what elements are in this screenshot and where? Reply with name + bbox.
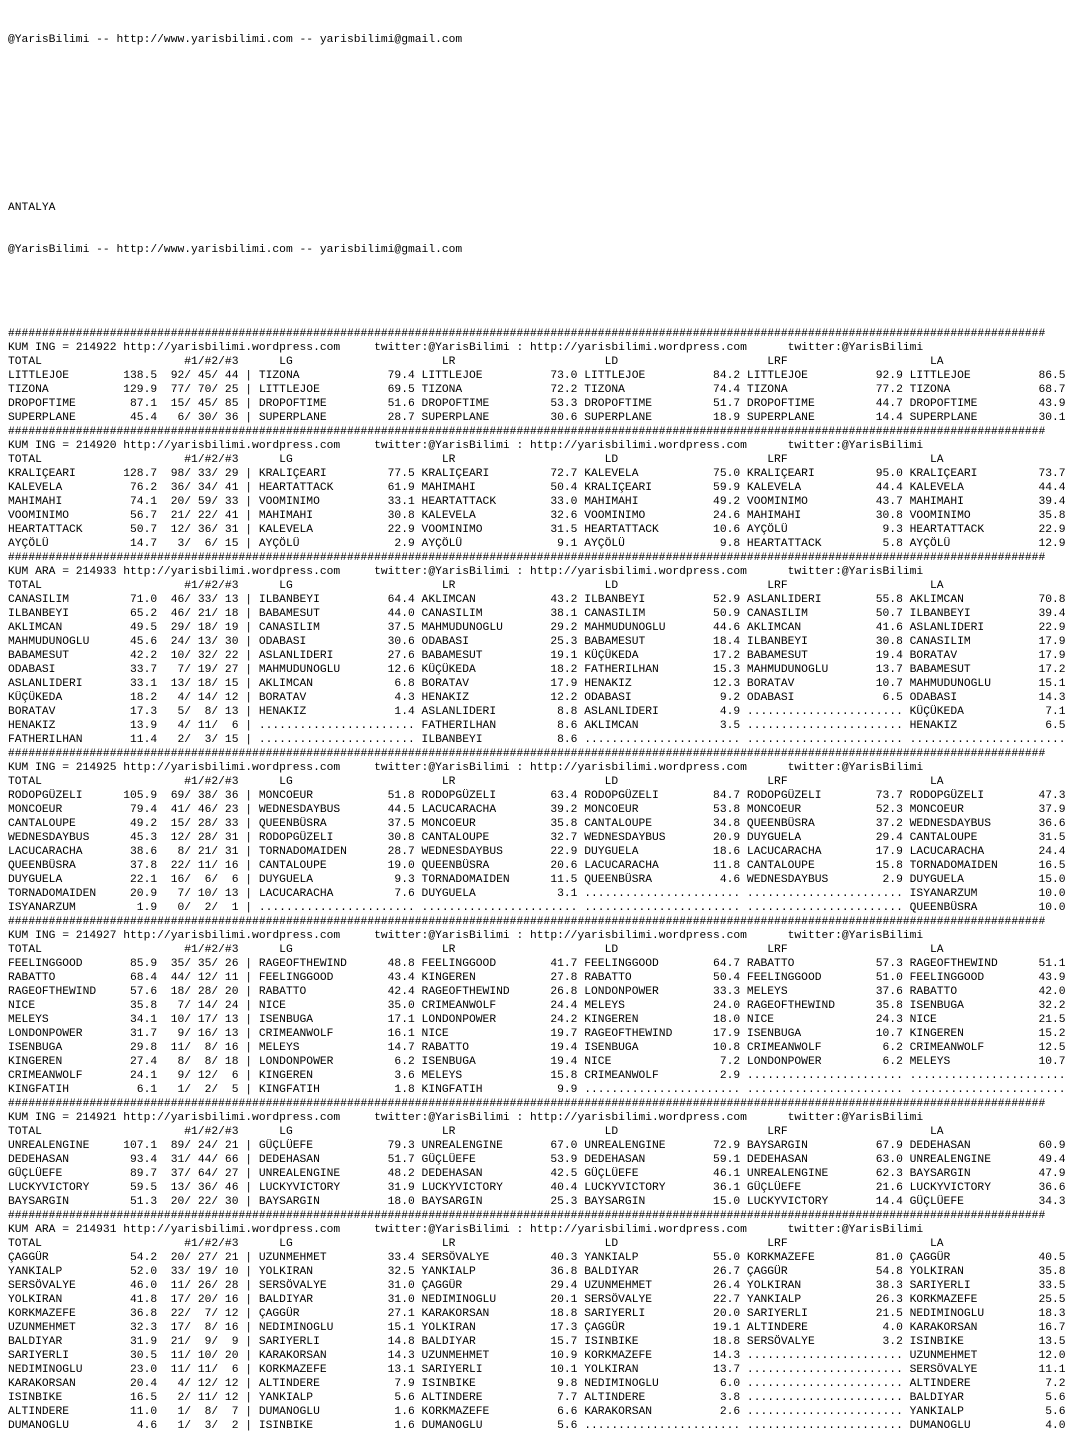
separator-line: ######################################################################################################################################################### (8, 1210, 1046, 1222)
standings-row: KÜÇÜKEDA 18.2 4/ 14/ 12 | BORATAV 4.3 HENAKIZ 12.2 ODABASI 9.2 ODABASI 6.5 ODABASI 14.3 (8, 692, 1066, 704)
column-header: TOTAL #1/#2/#3 LG LR LD LRF LA (8, 776, 944, 788)
race-header: KUM ING = 214920 http://yarisbilimi.wordpress.com twitter:@YarisBilimi : http://yarisbilimi.wordpress.com twitter:@YarisBilimi (8, 440, 924, 452)
standings-row: MAHMUDUNOGLU 45.6 24/ 13/ 30 | ODABASI 30.6 ODABASI 25.3 BABAMESUT 18.4 ILBANBEYI 30.8 CANASILIM 17.9 (8, 636, 1066, 648)
blank-line (8, 285, 1066, 299)
standings-row: QUEENBÜSRA 37.8 22/ 11/ 16 | CANTALOUPE 19.0 QUEENBÜSRA 20.6 LACUCARACHA 11.8 CANTALOUPE 15.8 TORNADOMAIDEN 16.5 (8, 860, 1066, 872)
standings-row: KORKMAZEFE 36.8 22/ 7/ 12 | ÇAGGÜR 27.1 KARAKORSAN 18.8 SARIYERLI 20.0 SARIYERLI 21.5 NEDIMINOGLU 18.3 (8, 1308, 1066, 1320)
standings-row: NEDIMINOGLU 23.0 11/ 11/ 6 | KORKMAZEFE 13.1 SARIYERLI 10.1 YOLKIRAN 13.7 ....................... SERSÖVALYE 11.1 (8, 1364, 1066, 1376)
standings-row: CRIMEANWOLF 24.1 9/ 12/ 6 | KINGEREN 3.6 MELEYS 15.8 CRIMEANWOLF 2.9 ....................... ....................... (8, 1070, 1066, 1082)
standings-row: ISENBUGA 29.8 11/ 8/ 16 | MELEYS 14.7 RABATTO 19.4 ISENBUGA 10.8 CRIMEANWOLF 6.2 CRIMEANWOLF 12.5 (8, 1042, 1066, 1054)
standings-row: RAGEOFTHEWIND 57.6 18/ 28/ 20 | RABATTO 42.4 RAGEOFTHEWIND 26.8 LONDONPOWER 33.3 MELEYS 37.6 RABATTO 42.0 (8, 986, 1066, 998)
credit-line: @YarisBilimi -- http://www.yarisbilimi.com -- yarisbilimi@gmail.com (8, 34, 463, 46)
standings-row: SUPERPLANE 45.4 6/ 30/ 36 | SUPERPLANE 28.7 SUPERPLANE 30.6 SUPERPLANE 18.9 SUPERPLANE 14.4 SUPERPLANE 30.1 (8, 412, 1066, 424)
blank-line (8, 75, 1066, 89)
standings-row: VOOMINIMO 56.7 21/ 22/ 41 | MAHIMAHI 30.8 KALEVELA 32.6 VOOMINIMO 24.6 MAHIMAHI 30.8 VOOMINIMO 35.8 (8, 510, 1066, 522)
standings-row: MELEYS 34.1 10/ 17/ 13 | ISENBUGA 17.1 LONDONPOWER 24.2 KINGEREN 18.0 NICE 24.3 NICE 21.5 (8, 1014, 1066, 1026)
standings-row: BORATAV 17.3 5/ 8/ 13 | HENAKIZ 1.4 ASLANLIDERI 8.8 ASLANLIDERI 4.9 ....................... KÜÇÜKEDA 7.1 (8, 706, 1066, 718)
column-header: TOTAL #1/#2/#3 LG LR LD LRF LA (8, 454, 944, 466)
standings-row: AYÇÖLÜ 14.7 3/ 6/ 15 | AYÇÖLÜ 2.9 AYÇÖLÜ 9.1 AYÇÖLÜ 9.8 HEARTATTACK 5.8 AYÇÖLÜ 12.9 (8, 538, 1066, 550)
races-container (8, 327, 1066, 1433)
standings-row: YOLKIRAN 41.8 17/ 20/ 16 | BALDIYAR 31.0 NEDIMINOGLU 20.1 SERSÖVALYE 22.7 YANKIALP 26.3 KORKMAZEFE 25.5 (8, 1294, 1066, 1306)
standings-row: MONCOEUR 79.4 41/ 46/ 23 | WEDNESDAYBUS 44.5 LACUCARACHA 39.2 MONCOEUR 53.8 MONCOEUR 52.3 MONCOEUR 37.9 (8, 804, 1066, 816)
standings-row: ILBANBEYI 65.2 46/ 21/ 18 | BABAMESUT 44.0 CANASILIM 38.1 CANASILIM 50.9 CANASILIM 50.7 ILBANBEYI 39.4 (8, 608, 1066, 620)
column-header: TOTAL #1/#2/#3 LG LR LD LRF LA (8, 1126, 944, 1138)
standings-row: SERSÖVALYE 46.0 11/ 26/ 28 | SERSÖVALYE 31.0 ÇAGGÜR 29.4 UZUNMEHMET 26.4 YOLKIRAN 38.3 SARIYERLI 33.5 (8, 1280, 1066, 1292)
standings-row: SARIYERLI 30.5 11/ 10/ 20 | KARAKORSAN 14.3 UZUNMEHMET 10.9 KORKMAZEFE 14.3 ....................... UZUNMEHMET 12.0 (8, 1350, 1066, 1362)
standings-row: HEARTATTACK 50.7 12/ 36/ 31 | KALEVELA 22.9 VOOMINIMO 31.5 HEARTATTACK 10.6 AYÇÖLÜ 9.3 HEARTATTACK 22.9 (8, 524, 1066, 536)
column-header: TOTAL #1/#2/#3 LG LR LD LRF LA (8, 356, 944, 368)
standings-row: LUCKYVICTORY 59.5 13/ 36/ 46 | LUCKYVICTORY 31.9 LUCKYVICTORY 40.4 LUCKYVICTORY 36.1 GÜÇLÜEFE 21.6 LUCKYVICTORY 36.6 (8, 1182, 1066, 1194)
standings-row: KALEVELA 76.2 36/ 34/ 41 | HEARTATTACK 61.9 MAHIMAHI 50.4 KRALIÇEARI 59.9 KALEVELA 44.4 KALEVELA 44.4 (8, 482, 1066, 494)
standings-row: RODOPGÜZELI 105.9 69/ 38/ 36 | MONCOEUR 51.8 RODOPGÜZELI 63.4 RODOPGÜZELI 84.7 RODOPGÜZELI 73.7 RODOPGÜZELI 47.3 (8, 790, 1066, 802)
standings-row: UNREALENGINE 107.1 89/ 24/ 21 | GÜÇLÜEFE 79.3 UNREALENGINE 67.0 UNREALENGINE 72.9 BAYSARGIN 67.9 DEDEHASAN 60.9 (8, 1140, 1066, 1152)
standings-row: KRALIÇEARI 128.7 98/ 33/ 29 | KRALIÇEARI 77.5 KRALIÇEARI 72.7 KALEVELA 75.0 KRALIÇEARI 95.0 KRALIÇEARI 73.7 (8, 468, 1066, 480)
standings-row: DUMANOGLU 4.6 1/ 3/ 2 | ISINBIKE 1.6 DUMANOGLU 5.6 ....................... ....................... DUMANOGLU 4.0 (8, 1420, 1066, 1432)
standings-row: BAYSARGIN 51.3 20/ 22/ 30 | BAYSARGIN 18.0 BAYSARGIN 25.3 BAYSARGIN 15.0 LUCKYVICTORY 14.4 GÜÇLÜEFE 34.3 (8, 1196, 1066, 1208)
standings-row: LITTLEJOE 138.5 92/ 45/ 44 | TIZONA 79.4 LITTLEJOE 73.0 LITTLEJOE 84.2 LITTLEJOE 92.9 LITTLEJOE 86.5 (8, 370, 1066, 382)
standings-row: KINGFATIH 6.1 1/ 2/ 5 | KINGFATIH 1.8 KINGFATIH 9.9 ....................... ....................... ....................... (8, 1084, 1066, 1096)
column-header: TOTAL #1/#2/#3 LG LR LD LRF LA (8, 580, 944, 592)
standings-row: WEDNESDAYBUS 45.3 12/ 28/ 31 | RODOPGÜZELI 30.8 CANTALOUPE 32.7 WEDNESDAYBUS 20.9 DUYGUELA 29.4 CANTALOUPE 31.5 (8, 832, 1066, 844)
race-header: KUM ING = 214925 http://yarisbilimi.wordpress.com twitter:@YarisBilimi : http://yarisbilimi.wordpress.com twitter:@YarisBilimi (8, 762, 924, 774)
standings-row: ISINBIKE 16.5 2/ 11/ 12 | YANKIALP 5.6 ALTINDERE 7.7 ALTINDERE 3.8 ....................... BALDIYAR 5.6 (8, 1392, 1066, 1404)
standings-row: KINGEREN 27.4 8/ 8/ 18 | LONDONPOWER 6.2 ISENBUGA 19.4 NICE 7.2 LONDONPOWER 6.2 MELEYS 10.7 (8, 1056, 1066, 1068)
standings-row: ASLANLIDERI 33.1 13/ 18/ 15 | AKLIMCAN 6.8 BORATAV 17.9 HENAKIZ 12.3 BORATAV 10.7 MAHMUDUNOGLU 15.1 (8, 678, 1066, 690)
standings-row: HENAKIZ 13.9 4/ 11/ 6 | ....................... FATHERILHAN 8.6 AKLIMCAN 3.5 ....................... HENAKIZ 6.5 (8, 720, 1066, 732)
standings-row: RABATTO 68.4 44/ 12/ 11 | FEELINGGOOD 43.4 KINGEREN 27.8 RABATTO 50.4 FEELINGGOOD 51.0 FEELINGGOOD 43.9 (8, 972, 1066, 984)
separator-line: ######################################################################################################################################################### (8, 552, 1046, 564)
standings-row: MAHIMAHI 74.1 20/ 59/ 33 | VOOMINIMO 33.1 HEARTATTACK 33.0 MAHIMAHI 49.2 VOOMINIMO 43.7 MAHIMAHI 39.4 (8, 496, 1066, 508)
race-header: KUM ARA = 214933 http://yarisbilimi.wordpress.com twitter:@YarisBilimi : http://yarisbilimi.wordpress.com twitter:@YarisBilimi (8, 566, 924, 578)
standings-row: CANASILIM 71.0 46/ 33/ 13 | ILBANBEYI 64.4 AKLIMCAN 43.2 ILBANBEYI 52.9 ASLANLIDERI 55.8 AKLIMCAN 70.8 (8, 594, 1066, 606)
standings-row: ISYANARZUM 1.9 0/ 2/ 1 | ....................... ....................... ....................... ....................... QUEENBÜSRA 10.0 (8, 902, 1066, 914)
race-header: KUM ING = 214921 http://yarisbilimi.wordpress.com twitter:@YarisBilimi : http://yarisbilimi.wordpress.com twitter:@YarisBilimi (8, 1112, 924, 1124)
standings-row: KARAKORSAN 20.4 4/ 12/ 12 | ALTINDERE 7.9 ISINBIKE 9.8 NEDIMINOGLU 6.0 ....................... ALTINDERE 7.2 (8, 1378, 1066, 1390)
standings-row: AKLIMCAN 49.5 29/ 18/ 19 | CANASILIM 37.5 MAHMUDUNOGLU 29.2 MAHMUDUNOGLU 44.6 AKLIMCAN 41.6 ASLANLIDERI 22.9 (8, 622, 1066, 634)
column-header: TOTAL #1/#2/#3 LG LR LD LRF LA (8, 1238, 944, 1250)
standings-row: DROPOFTIME 87.1 15/ 45/ 85 | DROPOFTIME 51.6 DROPOFTIME 53.3 DROPOFTIME 51.7 DROPOFTIME 44.7 DROPOFTIME 43.9 (8, 398, 1066, 410)
blank-line (8, 117, 1066, 131)
standings-row: DEDEHASAN 93.4 31/ 44/ 66 | DEDEHASAN 51.7 GÜÇLÜEFE 53.9 DEDEHASAN 59.1 DEDEHASAN 63.0 UNREALENGINE 49.4 (8, 1154, 1066, 1166)
standings-row: NICE 35.8 7/ 14/ 24 | NICE 35.0 CRIMEANWOLF 24.4 MELEYS 24.0 RAGEOFTHEWIND 35.8 ISENBUGA 32.2 (8, 1000, 1066, 1012)
standings-row: ÇAGGÜR 54.2 20/ 27/ 21 | UZUNMEHMET 33.4 SERSÖVALYE 40.3 YANKIALP 55.0 KORKMAZEFE 81.0 ÇAGGÜR 40.5 (8, 1252, 1066, 1264)
blank-line (8, 159, 1066, 173)
race-header: KUM ING = 214922 http://yarisbilimi.wordpress.com twitter:@YarisBilimi : http://yarisbilimi.wordpress.com twitter:@YarisBilimi (8, 342, 924, 354)
standings-row: CANTALOUPE 49.2 15/ 28/ 33 | QUEENBÜSRA 37.5 MONCOEUR 35.8 CANTALOUPE 34.8 QUEENBÜSRA 37.2 WEDNESDAYBUS 36.6 (8, 818, 1066, 830)
separator-line: ######################################################################################################################################################### (8, 328, 1046, 340)
standings-row: TORNADOMAIDEN 20.9 7/ 10/ 13 | LACUCARACHA 7.6 DUYGUELA 3.1 ....................... ....................... ISYANARZUM 10.0 (8, 888, 1066, 900)
standings-row: LONDONPOWER 31.7 9/ 16/ 13 | CRIMEANWOLF 16.1 NICE 19.7 RAGEOFTHEWIND 17.9 ISENBUGA 10.7 KINGEREN 15.2 (8, 1028, 1066, 1040)
standings-row: BALDIYAR 31.9 21/ 9/ 9 | SARIYERLI 14.8 BALDIYAR 15.7 ISINBIKE 18.8 SERSÖVALYE 3.2 ISINBIKE 13.5 (8, 1336, 1066, 1348)
separator-line: ######################################################################################################################################################### (8, 426, 1046, 438)
standings-row: FATHERILHAN 11.4 2/ 3/ 15 | ....................... ILBANBEYI 8.6 ....................... ....................... ....................... (8, 734, 1066, 746)
standings-row: BABAMESUT 42.2 10/ 32/ 22 | ASLANLIDERI 27.6 BABAMESUT 19.1 KÜÇÜKEDA 17.2 BABAMESUT 19.4 BORATAV 17.9 (8, 650, 1066, 662)
standings-row: DUYGUELA 22.1 16/ 6/ 6 | DUYGUELA 9.3 TORNADOMAIDEN 11.5 QUEENBÜSRA 4.6 WEDNESDAYBUS 2.9 DUYGUELA 15.0 (8, 874, 1066, 886)
separator-line: ######################################################################################################################################################### (8, 1098, 1046, 1110)
standings-row: ALTINDERE 11.0 1/ 8/ 7 | DUMANOGLU 1.6 KORKMAZEFE 6.6 KARAKORSAN 2.6 ....................... YANKIALP 5.6 (8, 1406, 1066, 1418)
standings-row: YANKIALP 52.0 33/ 19/ 10 | YOLKIRAN 32.5 YANKIALP 36.8 BALDIYAR 26.7 ÇAGGÜR 54.8 YOLKIRAN 35.8 (8, 1266, 1066, 1278)
column-header: TOTAL #1/#2/#3 LG LR LD LRF LA (8, 944, 944, 956)
separator-line: ######################################################################################################################################################### (8, 748, 1046, 760)
credit-line-2: @YarisBilimi -- http://www.yarisbilimi.com -- yarisbilimi@gmail.com (8, 244, 463, 256)
separator-line: ######################################################################################################################################################### (8, 916, 1046, 928)
city-title: ANTALYA (8, 202, 56, 214)
standings-row: TIZONA 129.9 77/ 70/ 25 | LITTLEJOE 69.5 TIZONA 72.2 TIZONA 74.4 TIZONA 77.2 TIZONA 68.7 (8, 384, 1066, 396)
race-header: KUM ING = 214927 http://yarisbilimi.wordpress.com twitter:@YarisBilimi : http://yarisbilimi.wordpress.com twitter:@YarisBilimi (8, 930, 924, 942)
standings-row: UZUNMEHMET 32.3 17/ 8/ 16 | NEDIMINOGLU 15.1 YOLKIRAN 17.3 ÇAGGÜR 19.1 ALTINDERE 4.0 KARAKORSAN 16.7 (8, 1322, 1066, 1334)
standings-row: GÜÇLÜEFE 89.7 37/ 64/ 27 | UNREALENGINE 48.2 DEDEHASAN 42.5 GÜÇLÜEFE 46.1 UNREALENGINE 62.3 BAYSARGIN 47.9 (8, 1168, 1066, 1180)
standings-row: LACUCARACHA 38.6 8/ 21/ 31 | TORNADOMAIDEN 28.7 WEDNESDAYBUS 22.9 DUYGUELA 18.6 LACUCARACHA 17.9 LACUCARACHA 24.4 (8, 846, 1066, 858)
race-header: KUM ARA = 214931 http://yarisbilimi.wordpress.com twitter:@YarisBilimi : http://yarisbilimi.wordpress.com twitter:@YarisBilimi (8, 1224, 924, 1236)
standings-row: FEELINGGOOD 85.9 35/ 35/ 26 | RAGEOFTHEWIND 48.8 FEELINGGOOD 41.7 FEELINGGOOD 64.7 RABATTO 57.3 RAGEOFTHEWIND 51.1 (8, 958, 1066, 970)
race-report-document (8, 5, 1066, 1447)
standings-row: ODABASI 33.7 7/ 19/ 27 | MAHMUDUNOGLU 12.6 KÜÇÜKEDA 18.2 FATHERILHAN 15.3 MAHMUDUNOGLU 13.7 BABAMESUT 17.2 (8, 664, 1066, 676)
